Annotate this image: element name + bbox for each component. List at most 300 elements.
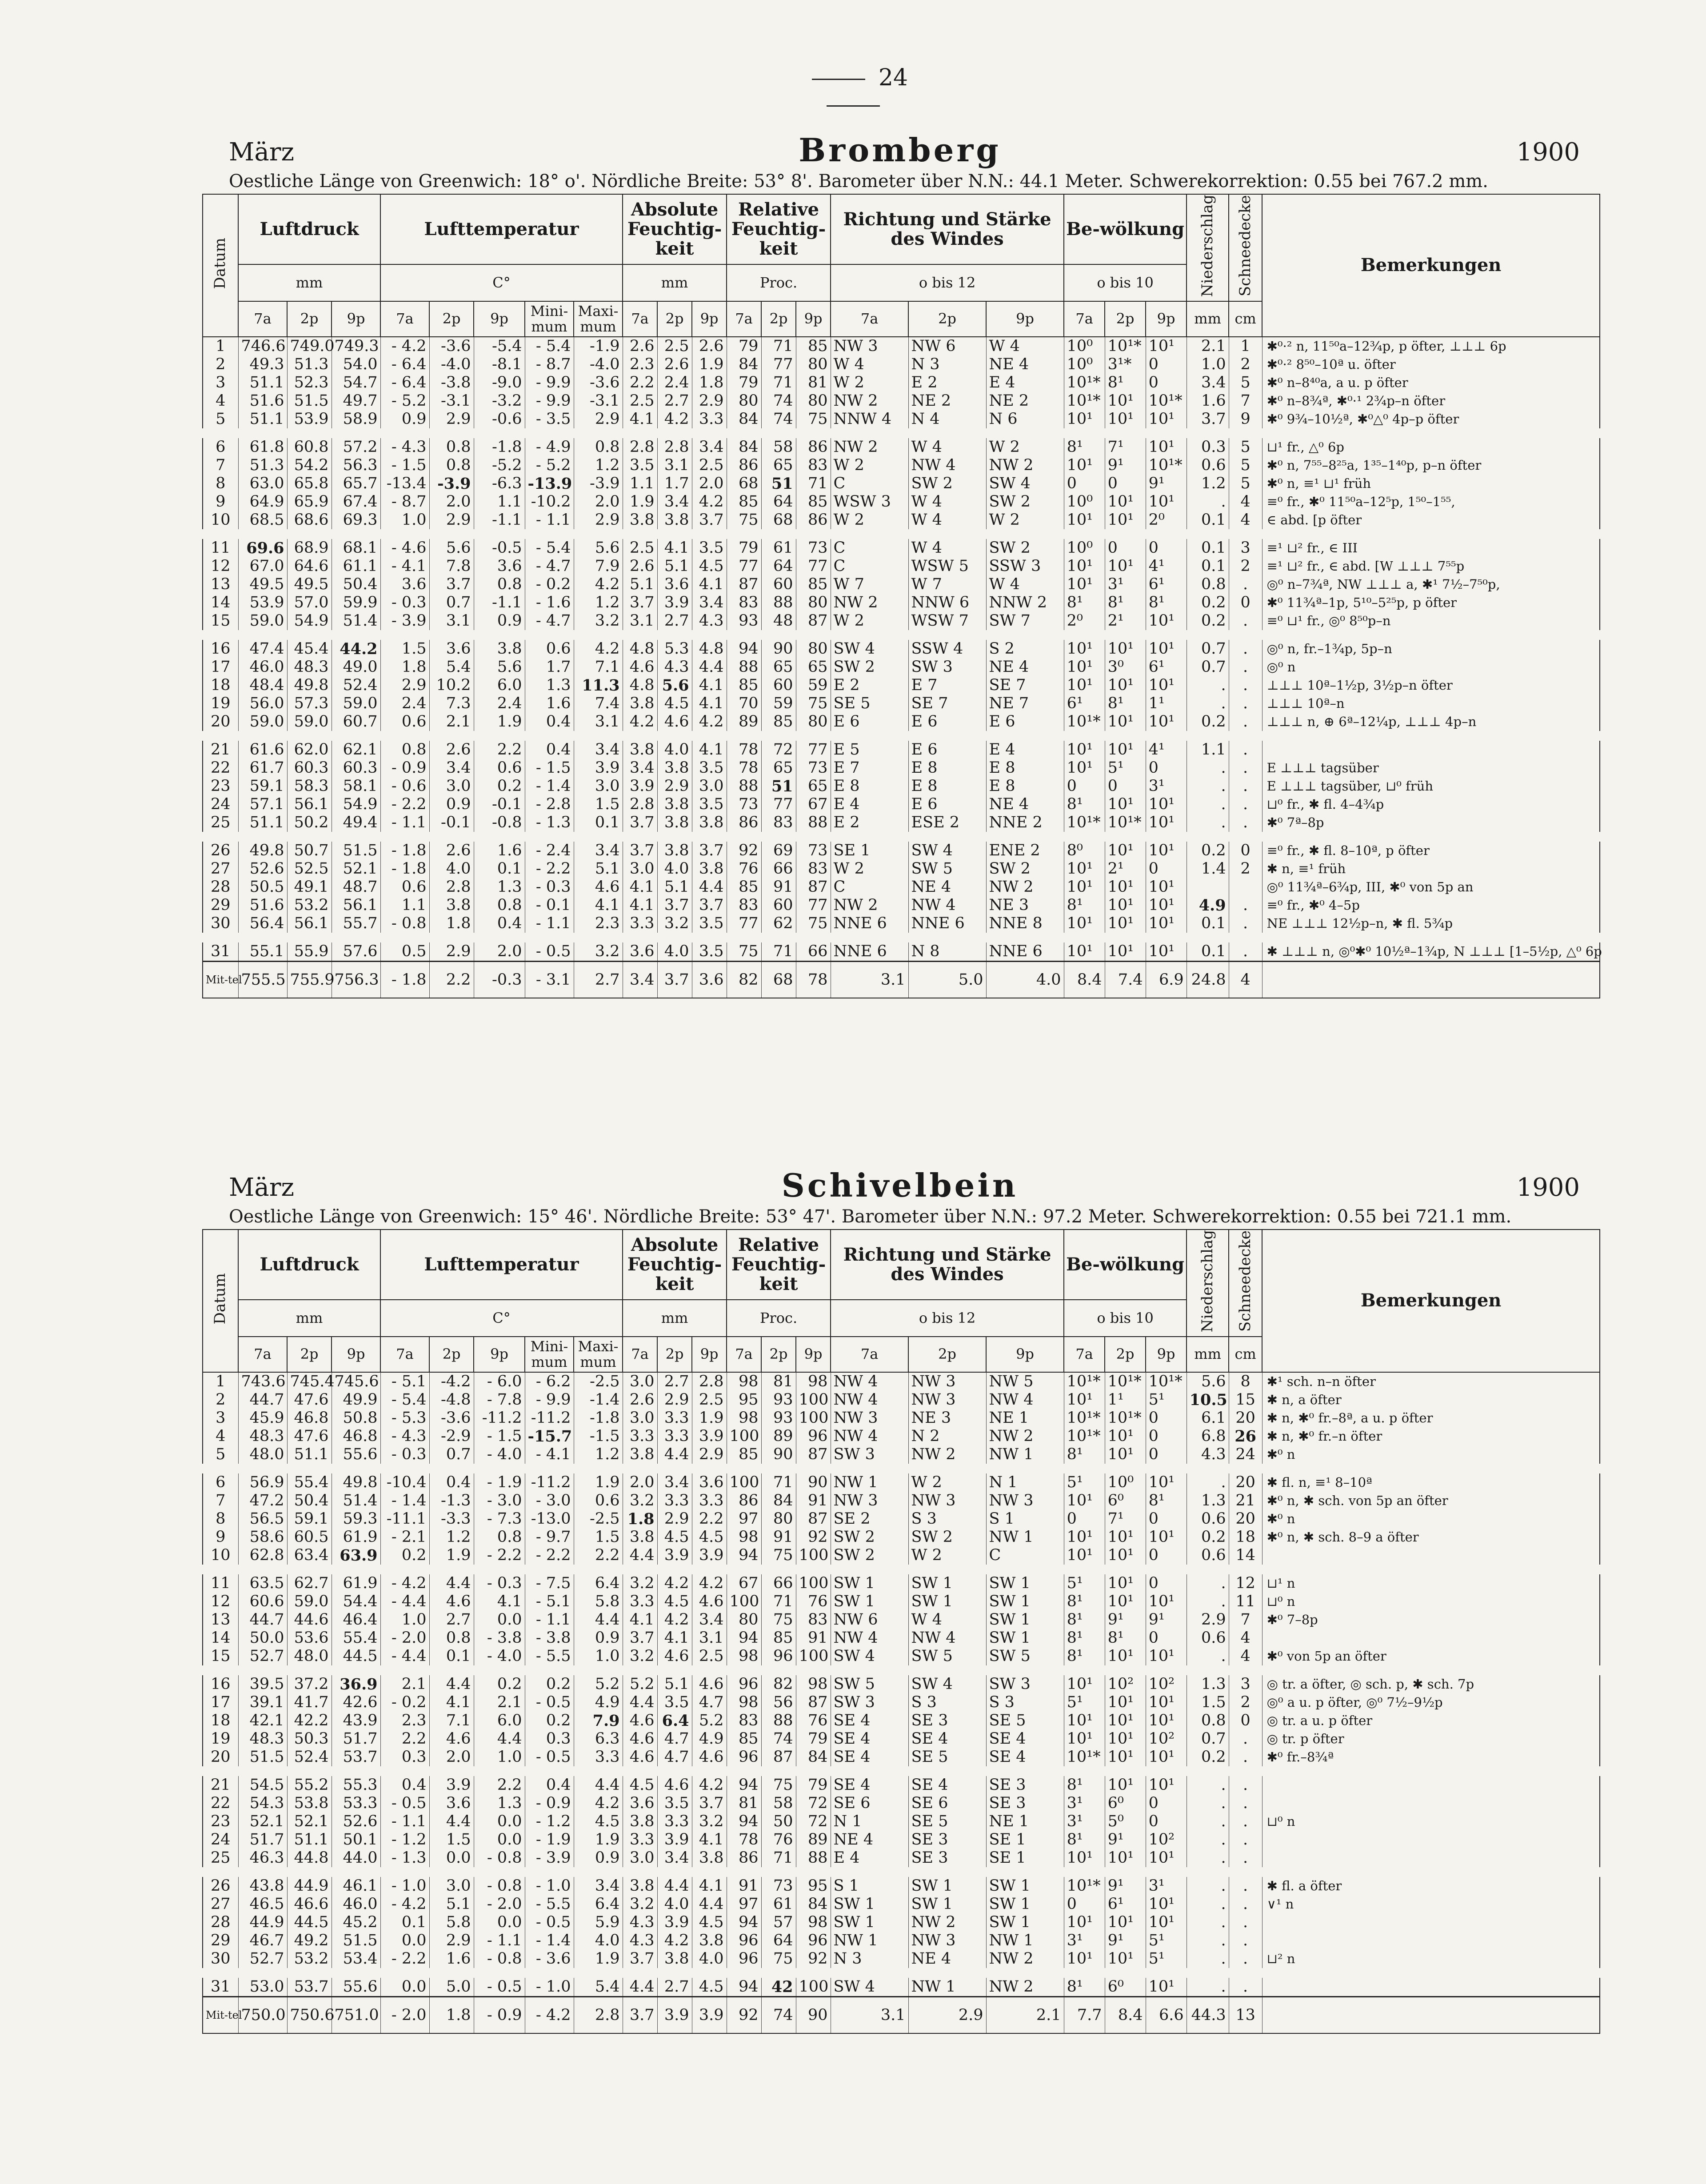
cell: -5.4: [474, 337, 525, 355]
table-row: [203, 1872, 1600, 1895]
cell: 52.4: [287, 1748, 332, 1771]
cell: 67.0: [238, 557, 287, 575]
cell: 75: [761, 1771, 796, 1794]
cell: .: [1187, 759, 1229, 777]
cell: 60: [761, 575, 796, 594]
cell: 30: [203, 1950, 238, 1973]
mean-cell: 2.9: [908, 1996, 986, 2033]
cell: SW 4: [908, 1670, 986, 1693]
table-row: [203, 1593, 1600, 1611]
cell: NW 1: [908, 1973, 986, 1997]
cell: 10¹: [1146, 676, 1187, 695]
cell: 5.6: [429, 534, 474, 557]
cell: 10¹: [1105, 635, 1146, 658]
cell: 80: [761, 1510, 796, 1528]
cell: 14: [203, 594, 238, 612]
cell: 1.3: [474, 1794, 525, 1813]
cell: 78: [727, 759, 761, 777]
subcol-t7: 7a: [238, 1337, 287, 1372]
cell: 3.1: [623, 612, 657, 635]
cell: 54.3: [238, 1794, 287, 1813]
col-wind-unit: o bis 12: [831, 1300, 1064, 1337]
cell: 4.5: [657, 1593, 692, 1611]
cell: 86: [727, 1492, 761, 1510]
cell: 8¹: [1064, 1593, 1105, 1611]
cell: 3.2: [574, 938, 623, 962]
cell: 59.9: [332, 594, 380, 612]
cell: - 0.3: [380, 1445, 429, 1469]
mean-cell: 6.9: [1146, 961, 1187, 998]
cell: 58.6: [238, 1528, 287, 1546]
subcol-t9: 9p: [1146, 1337, 1187, 1372]
cell: 3.7: [623, 1629, 657, 1647]
col-luftdruck-unit: mm: [238, 1300, 380, 1337]
cell: 8: [1229, 1372, 1262, 1391]
cell: W 7: [831, 575, 908, 594]
table-row: [203, 1748, 1600, 1771]
cell: 0.8: [429, 456, 474, 475]
cell: 55.6: [332, 1445, 380, 1469]
cell: 77: [727, 557, 761, 575]
cell: 94: [727, 635, 761, 658]
cell: .: [1229, 1831, 1262, 1849]
mean-cell: 2.7: [574, 961, 623, 998]
mean-cell: 3.6: [692, 961, 727, 998]
cell: 3.8: [429, 896, 474, 914]
cell: 4.8: [692, 635, 727, 658]
cell: 88: [727, 658, 761, 676]
cell: -1.5: [574, 1427, 623, 1445]
cell: 10¹: [1146, 410, 1187, 433]
cell: 3.9: [692, 1546, 727, 1569]
cell: [1262, 1831, 1600, 1849]
cell: SW 1: [986, 1569, 1064, 1593]
cell: -3.9: [429, 475, 474, 493]
cell: 0: [1146, 1510, 1187, 1528]
cell: 8¹: [1146, 594, 1187, 612]
cell: 76: [796, 1593, 831, 1611]
cell: 7.9: [574, 557, 623, 575]
cell: 9¹: [1146, 1611, 1187, 1629]
cell: 3.2: [692, 1813, 727, 1831]
cell: 6⁰: [1105, 1973, 1146, 1997]
cell: 22: [203, 759, 238, 777]
mean-cell: - 3.1: [525, 961, 574, 998]
cell: .: [1187, 1849, 1229, 1872]
cell: ✱⁰ n: [1262, 1445, 1600, 1469]
subcol-t2: 2p: [908, 1337, 986, 1372]
cell: 83: [761, 814, 796, 837]
col-datum: Datum: [203, 1230, 238, 1372]
cell: SW 1: [986, 1913, 1064, 1932]
cell: 39.5: [238, 1670, 287, 1693]
cell: 10¹: [1146, 433, 1187, 456]
cell: 3: [203, 374, 238, 392]
table-row: [203, 1831, 1600, 1849]
cell: SE 4: [908, 1771, 986, 1794]
cell: 4.7: [692, 1693, 727, 1712]
cell: 78: [727, 736, 761, 759]
cell: 81: [796, 374, 831, 392]
col-wind: Richtung und Stärke des Windes: [831, 1230, 1064, 1300]
table-row: [203, 410, 1600, 433]
cell: - 4.1: [525, 1445, 574, 1469]
subcol-t9: 9p: [474, 301, 525, 337]
cell: 10²: [1105, 1670, 1146, 1693]
cell: 96: [796, 1932, 831, 1950]
cell: 8¹: [1105, 695, 1146, 713]
cell: 9: [203, 1528, 238, 1546]
cell: 1.3: [474, 878, 525, 896]
cell: 5.3: [657, 635, 692, 658]
cell: 67: [727, 1569, 761, 1593]
cell: 8: [203, 1510, 238, 1528]
cell: 85: [727, 1730, 761, 1748]
cell: 4.1: [657, 1629, 692, 1647]
cell: NW 2: [831, 594, 908, 612]
cell: 2.5: [623, 534, 657, 557]
cell: 4.1: [429, 1693, 474, 1712]
cell: 3.4: [429, 759, 474, 777]
cell: ⊥⊥⊥ 10ª–n: [1262, 695, 1600, 713]
cell: 100: [796, 1569, 831, 1593]
cell: 42.6: [332, 1693, 380, 1712]
cell: 95: [796, 1872, 831, 1895]
cell: 51.6: [238, 896, 287, 914]
cell: NNE 6: [831, 938, 908, 962]
cell: 10¹: [1146, 713, 1187, 736]
col-bewoelkung-unit: o bis 10: [1064, 1300, 1187, 1337]
col-luftdruck-unit: mm: [238, 264, 380, 301]
cell: -5.2: [474, 456, 525, 475]
cell: 4.5: [657, 695, 692, 713]
cell: 96: [796, 1427, 831, 1445]
cell: 46.6: [287, 1895, 332, 1913]
cell: 0.9: [574, 1629, 623, 1647]
cell: 20: [203, 713, 238, 736]
cell: 46.7: [238, 1932, 287, 1950]
cell: 4.6: [692, 1593, 727, 1611]
mean-cell: 68: [761, 961, 796, 998]
cell: 10¹: [1105, 392, 1146, 410]
cell: 1.5: [574, 795, 623, 814]
cell: 26: [203, 1872, 238, 1895]
cell: - 0.9: [525, 1794, 574, 1813]
cell: 60.7: [332, 713, 380, 736]
cell: 58: [761, 433, 796, 456]
mean-cell: 2.1: [986, 1996, 1064, 2033]
cell: SE 1: [986, 1849, 1064, 1872]
cell: 4.1: [692, 736, 727, 759]
cell: 0.4: [525, 1771, 574, 1794]
cell: 4.2: [692, 493, 727, 511]
cell: 67.4: [332, 493, 380, 511]
cell: ⊔¹ n: [1262, 1569, 1600, 1593]
cell: 4.0: [692, 1950, 727, 1973]
cell: 71: [761, 1469, 796, 1492]
cell: 36.9: [332, 1670, 380, 1693]
cell: 98: [727, 1372, 761, 1391]
cell: .: [1229, 1748, 1262, 1771]
subcol-t2: 2p: [908, 301, 986, 337]
cell: 9: [203, 493, 238, 511]
cell: ≡¹ ⊔² fr., ∈ abd. [W ⊥⊥⊥ 7⁵⁵p: [1262, 557, 1600, 575]
year-label: 1900: [1516, 1173, 1580, 1202]
cell: 31: [203, 938, 238, 962]
cell: NE 4: [986, 355, 1064, 374]
cell: 0.4: [429, 1469, 474, 1492]
cell: 0: [1064, 1895, 1105, 1913]
cell: -8.1: [474, 355, 525, 374]
cell: 0.2: [525, 1670, 574, 1693]
cell: 2.4: [474, 695, 525, 713]
cell: C: [831, 878, 908, 896]
cell: SSW 4: [908, 635, 986, 658]
cell: NW 4: [908, 896, 986, 914]
cell: 10¹: [1146, 1849, 1187, 1872]
cell: 3.0: [623, 860, 657, 878]
cell: .: [1229, 1895, 1262, 1913]
cell: 93: [761, 1409, 796, 1427]
cell: 27: [203, 1895, 238, 1913]
cell: 2: [1229, 355, 1262, 374]
cell: 2.7: [657, 392, 692, 410]
cell: 2.9: [429, 938, 474, 962]
cell: 9¹: [1105, 456, 1146, 475]
subcol-t7: 7a: [238, 301, 287, 337]
cell: NE 4: [908, 1950, 986, 1973]
cell: 3.4: [574, 837, 623, 860]
cell: .: [1229, 695, 1262, 713]
cell: 7.3: [429, 695, 474, 713]
cell: 0.0: [474, 1813, 525, 1831]
cell: E 8: [986, 777, 1064, 795]
mean-cell: - 2.0: [380, 1996, 429, 2033]
cell: 5.2: [692, 1712, 727, 1730]
cell: -1.1: [474, 511, 525, 534]
cell: - 0.8: [474, 1849, 525, 1872]
cell: 10¹: [1105, 1593, 1146, 1611]
cell: NE 4: [986, 795, 1064, 814]
cell: 27: [203, 860, 238, 878]
cell: ⊔⁰ n: [1262, 1813, 1600, 1831]
cell: W 7: [908, 575, 986, 594]
table-row: [203, 575, 1600, 594]
cell: 77: [796, 557, 831, 575]
cell: 10¹*: [1064, 713, 1105, 736]
cell: 17: [203, 658, 238, 676]
cell: 3: [203, 1409, 238, 1427]
cell: 51.5: [332, 1932, 380, 1950]
cell: 56: [761, 1693, 796, 1712]
mean-cell: 44.3: [1187, 1996, 1229, 2033]
cell: .: [1229, 1872, 1262, 1895]
cell: 4.9: [1187, 896, 1229, 914]
cell: 94: [727, 1973, 761, 1997]
cell: -0.1: [429, 814, 474, 837]
cell: .: [1229, 1771, 1262, 1794]
cell: 49.5: [238, 575, 287, 594]
col-niederschlag: Niederschlag: [1187, 1230, 1229, 1337]
table-row: [203, 594, 1600, 612]
cell: 10¹: [1105, 938, 1146, 962]
cell: 10¹: [1105, 896, 1146, 914]
cell: 49.8: [287, 676, 332, 695]
cell: 10¹: [1146, 1895, 1187, 1913]
cell: N 1: [831, 1813, 908, 1831]
cell: 1.5: [380, 635, 429, 658]
cell: 0.0: [474, 1831, 525, 1849]
cell: 49.8: [238, 837, 287, 860]
cell: 3.4: [692, 433, 727, 456]
cell: 18: [203, 676, 238, 695]
cell: 51.6: [238, 392, 287, 410]
cell: 2.1: [429, 713, 474, 736]
cell: NW 3: [908, 1391, 986, 1409]
cell: 0: [1146, 1569, 1187, 1593]
subcol-t2: 2p: [1105, 301, 1146, 337]
cell: 10⁰: [1064, 493, 1105, 511]
cell: ✱⁰ fr.–8¾ª: [1262, 1748, 1600, 1771]
cell: 65: [796, 777, 831, 795]
col-lufttemperatur: Lufttemperatur: [380, 1230, 623, 1300]
cell: 3.5: [657, 1794, 692, 1813]
table-row: [203, 1973, 1600, 1997]
cell: 1.1: [380, 896, 429, 914]
cell: 6.0: [474, 1712, 525, 1730]
cell: NW 2: [831, 896, 908, 914]
cell: ✱¹ sch. n–n öfter: [1262, 1372, 1600, 1391]
cell: N 8: [908, 938, 986, 962]
cell: 4.1: [474, 1593, 525, 1611]
cell: 52.3: [287, 374, 332, 392]
subcol-t9: 9p: [474, 1337, 525, 1372]
cell: 2.9: [1187, 1611, 1229, 1629]
cell: 91: [761, 878, 796, 896]
cell: 10¹: [1105, 1569, 1146, 1593]
cell: 3.9: [657, 1831, 692, 1849]
cell: 8¹: [1105, 374, 1146, 392]
cell: 2.9: [692, 1445, 727, 1469]
cell: 10¹: [1146, 1712, 1187, 1730]
cell: 3.5: [692, 914, 727, 938]
cell: 87: [796, 1445, 831, 1469]
cell: 3¹: [1146, 777, 1187, 795]
cell: 3.6: [429, 635, 474, 658]
cell: 86: [796, 511, 831, 534]
cell: 2.0: [429, 1748, 474, 1771]
cell: 1.7: [525, 658, 574, 676]
mean-cell: 750.0: [238, 1996, 287, 2033]
cell: E 7: [831, 759, 908, 777]
cell: 65: [796, 658, 831, 676]
cell: 55.1: [238, 938, 287, 962]
cell: 3.4: [623, 759, 657, 777]
cell: 3.3: [657, 1409, 692, 1427]
cell: ◎⁰ a u. p öfter, ◎⁰ 7½–9½p: [1262, 1693, 1600, 1712]
cell: 73: [796, 759, 831, 777]
cell: 10⁰: [1064, 337, 1105, 355]
cell: 3.8: [623, 511, 657, 534]
cell: 3.0: [623, 1849, 657, 1872]
cell: 3.8: [623, 1528, 657, 1546]
cell: 48.4: [238, 676, 287, 695]
cell: 10⁰: [1105, 1469, 1146, 1492]
cell: 1.9: [692, 1409, 727, 1427]
cell: 10¹: [1105, 1730, 1146, 1748]
cell: 75: [761, 1950, 796, 1973]
cell: 3.8: [692, 814, 727, 837]
cell: 16: [203, 1670, 238, 1693]
cell: 59.1: [287, 1510, 332, 1528]
cell: 0.6: [1187, 1510, 1229, 1528]
cell: 86: [727, 456, 761, 475]
cell: 3.9: [623, 777, 657, 795]
cell: -4.0: [574, 355, 623, 374]
cell: 58.9: [332, 410, 380, 433]
cell: 3¹: [1064, 1794, 1105, 1813]
cell: 62.8: [238, 1546, 287, 1569]
mean-cell: 82: [727, 961, 761, 998]
cell: 2.9: [657, 1510, 692, 1528]
subcol-niederschlag-unit: mm: [1187, 301, 1229, 337]
cell: - 0.8: [474, 1872, 525, 1895]
cell: 64.6: [287, 557, 332, 575]
cell: ⊔⁰ n: [1262, 1593, 1600, 1611]
cell: 51.4: [332, 612, 380, 635]
cell: 24: [1229, 1445, 1262, 1469]
cell: ✱ n, ≡¹ früh: [1262, 860, 1600, 878]
cell: 46.8: [287, 1409, 332, 1427]
cell: 2.4: [380, 695, 429, 713]
cell: 3.0: [429, 1872, 474, 1895]
cell: 2⁰: [1064, 612, 1105, 635]
col-absolute-feuchtigkeit-unit: mm: [623, 1300, 727, 1337]
cell: NNE 8: [986, 914, 1064, 938]
cell: NW 2: [908, 1913, 986, 1932]
cell: 10²: [1146, 1831, 1187, 1849]
table-row: [203, 860, 1600, 878]
cell: 7.1: [429, 1712, 474, 1730]
cell: 4.3: [692, 612, 727, 635]
cell: SE 4: [831, 1712, 908, 1730]
cell: 3.8: [657, 511, 692, 534]
cell: 46.0: [238, 658, 287, 676]
cell: 20: [1229, 1469, 1262, 1492]
mean-cell: 3.4: [623, 961, 657, 998]
cell: NNW 2: [986, 594, 1064, 612]
cell: NNE 2: [986, 814, 1064, 837]
col-lufttemperatur: Lufttemperatur: [380, 194, 623, 264]
cell: 0.7: [429, 1445, 474, 1469]
cell: - 2.2: [380, 795, 429, 814]
cell: 48.3: [238, 1427, 287, 1445]
cell: 49.2: [287, 1932, 332, 1950]
cell: 0.1: [1187, 938, 1229, 962]
cell: 8¹: [1064, 1647, 1105, 1670]
cell: SW 2: [986, 493, 1064, 511]
cell: 96: [727, 1932, 761, 1950]
cell: 10: [203, 511, 238, 534]
cell: 26: [1229, 1427, 1262, 1445]
cell: NNW 6: [908, 594, 986, 612]
cell: 4.2: [657, 1932, 692, 1950]
cell: 10¹: [1146, 1647, 1187, 1670]
cell: E 8: [908, 777, 986, 795]
cell: 18: [1229, 1528, 1262, 1546]
mean-cell: 3.7: [657, 961, 692, 998]
cell: E 2: [831, 814, 908, 837]
